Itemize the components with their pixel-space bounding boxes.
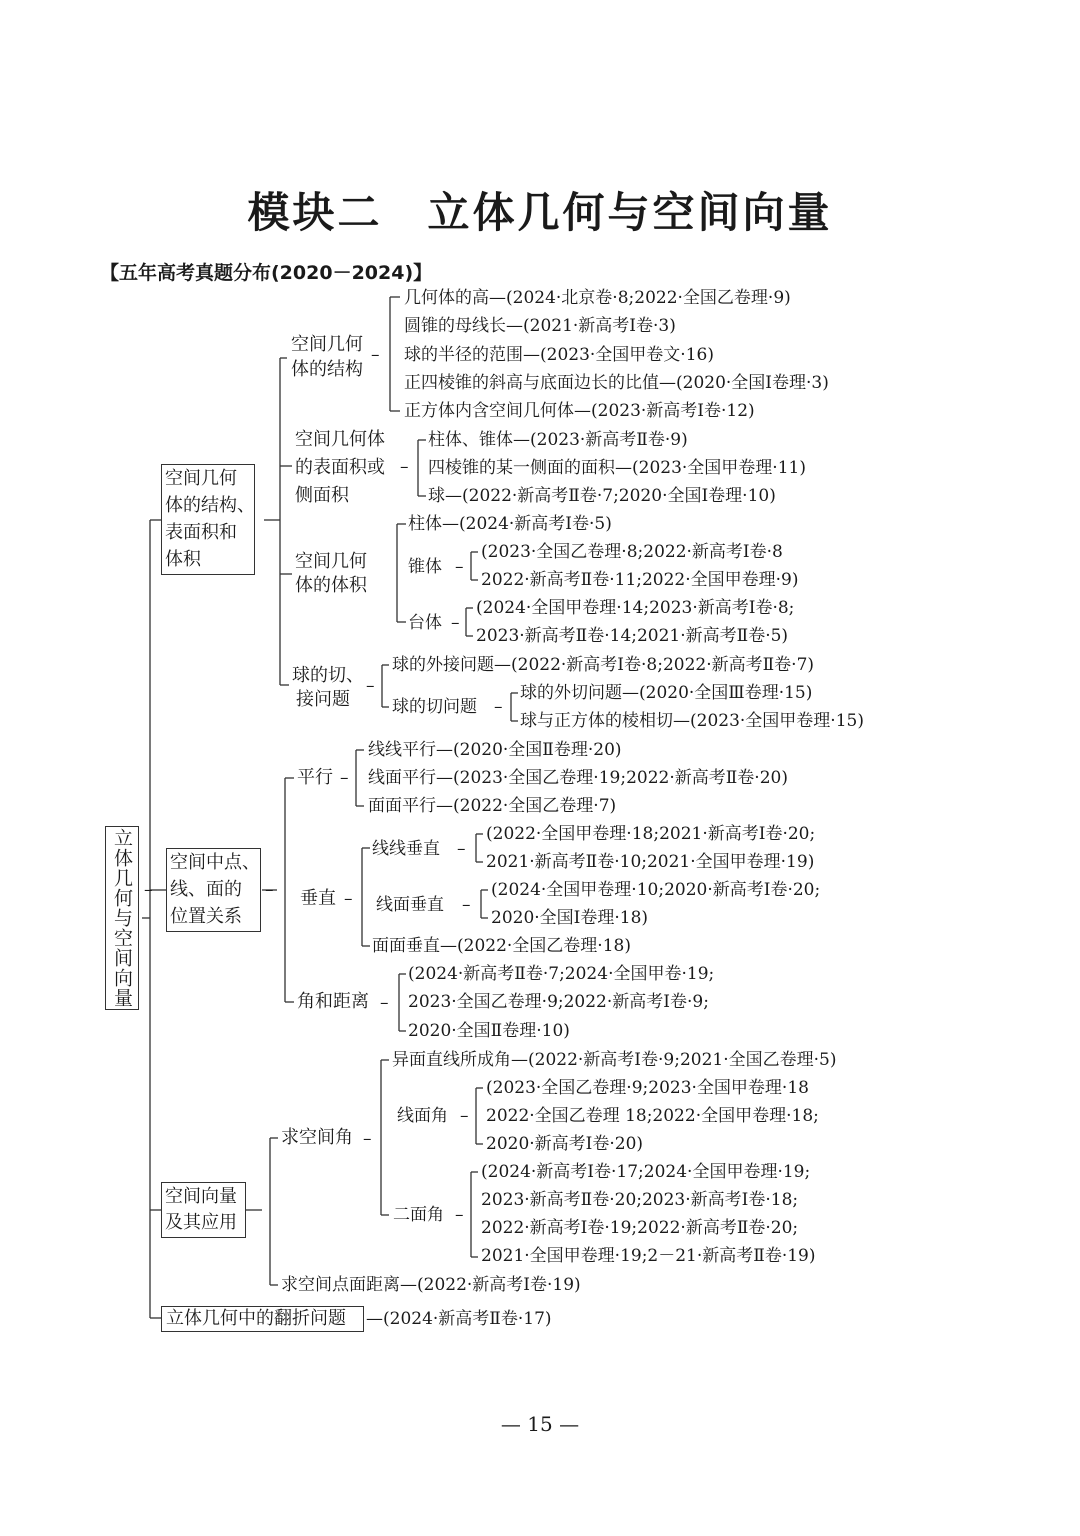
- perp-label: 垂直: [300, 888, 336, 909]
- dash: –: [366, 676, 375, 696]
- dihedral-ref: 2023·新高考Ⅱ卷·20;2023·新高考Ⅰ卷·18;: [481, 1190, 799, 1210]
- parallel-item: 线面平行—(2023·全国乙卷理·19;2022·新高考Ⅱ卷·20): [368, 768, 788, 788]
- sphere-inscribed-item: 球的外切问题—(2020·全国Ⅲ卷理·15): [520, 683, 813, 703]
- parallel-label: 平行: [297, 767, 333, 788]
- dash: –: [340, 768, 349, 788]
- dash: –: [265, 880, 274, 900]
- node-label-line: 体的结构、: [165, 495, 255, 516]
- dihedral-ref: 2021·全国甲卷理·19;2－21·新高考Ⅱ卷·19): [481, 1246, 816, 1266]
- volume-cone-ref: 2022·新高考Ⅱ卷·11;2022·全国甲卷理·9): [481, 570, 799, 590]
- surface-item: 四棱锥的某一侧面的面积—(2023·全国甲卷理·11): [428, 458, 806, 478]
- dash: –: [380, 993, 389, 1013]
- dihedral-ref: 2022·新高考Ⅰ卷·19;2022·新高考Ⅱ卷·20;: [481, 1218, 799, 1238]
- dash: –: [344, 889, 353, 909]
- vector-skew: 异面直线所成角—(2022·新高考Ⅰ卷·9;2021·全国乙卷理·5): [392, 1050, 837, 1070]
- parallel-item: 面面平行—(2022·全国乙卷理·7): [368, 796, 617, 816]
- page-title: 模块二 立体几何与空间向量: [247, 188, 833, 237]
- structure-label: 体的结构: [291, 359, 363, 380]
- surface-label: 侧面积: [295, 485, 349, 506]
- line-plane-ref: 2020·新高考Ⅰ卷·20): [486, 1134, 644, 1154]
- volume-label: 空间几何: [295, 551, 367, 572]
- surface-item: 球—(2022·新高考Ⅱ卷·7;2020·全国Ⅰ卷理·10): [428, 486, 776, 506]
- line-plane-ref: 2022·全国乙卷理 18;2022·全国甲卷理·18;: [486, 1106, 819, 1126]
- sphere-label: 接问题: [296, 689, 350, 710]
- perp-lp-ref: (2024·全国甲卷理·10;2020·新高考Ⅰ卷·20;: [491, 880, 821, 900]
- folding-ref: —(2024·新高考Ⅱ卷·17): [366, 1309, 552, 1329]
- sphere-inscribed-item: 球与正方体的棱相切—(2023·全国甲卷理·15): [520, 711, 864, 731]
- structure-label: 空间几何: [291, 334, 363, 355]
- sphere-circumscribed: 球的外接问题—(2022·新高考Ⅰ卷·8;2022·新高考Ⅱ卷·7): [392, 655, 815, 675]
- vector-distance: 求空间点面距离—(2022·新高考Ⅰ卷·19): [281, 1275, 581, 1295]
- node-label-line: 空间向量: [165, 1186, 237, 1207]
- vector-angle-label: 求空间角: [281, 1127, 353, 1148]
- node-label-line: 空间中点、: [170, 852, 260, 873]
- sphere-label: 球的切、: [292, 665, 364, 686]
- folding-label: 立体几何中的翻折问题: [166, 1308, 346, 1329]
- surface-label: 空间几何体: [295, 429, 385, 450]
- volume-cone-label: 锥体: [408, 557, 442, 577]
- perp-lp-ref: 2020·全国Ⅰ卷理·18): [491, 908, 649, 928]
- angle-distance-ref: 2023·全国乙卷理·9;2022·新高考Ⅰ卷·9;: [408, 992, 709, 1012]
- dash: –: [371, 345, 380, 365]
- dash: –: [457, 839, 466, 859]
- sphere-inscribed-label: 球的切问题: [392, 697, 477, 717]
- angle-distance-ref: (2024·新高考Ⅱ卷·7;2024·全国甲卷·19;: [408, 964, 715, 984]
- dash: –: [455, 1205, 464, 1225]
- volume-label: 体的体积: [295, 575, 367, 596]
- perp-ll-label: 线线垂直: [372, 839, 440, 859]
- section-header: 【五年高考真题分布(2020－2024)】: [100, 262, 433, 284]
- dihedral-label: 二面角: [393, 1205, 444, 1225]
- page-number: — 15 —: [500, 1412, 580, 1436]
- structure-item: 圆锥的母线长—(2021·新高考Ⅰ卷·3): [404, 316, 676, 336]
- line-plane-ref: (2023·全国乙卷理·9;2023·全国甲卷理·18: [486, 1078, 809, 1098]
- node-label-line: 线、面的: [170, 879, 242, 900]
- volume-cylinder: 柱体—(2024·新高考Ⅰ卷·5): [408, 514, 612, 534]
- surface-label: 的表面积或: [295, 457, 385, 478]
- dash: –: [460, 1106, 469, 1126]
- angle-distance-ref: 2020·全国Ⅱ卷理·10): [408, 1021, 570, 1041]
- volume-frustum-ref: (2024·全国甲卷理·14;2023·新高考Ⅰ卷·8;: [476, 598, 795, 618]
- root-node: 立体几何与空间向量: [105, 826, 139, 1010]
- perp-pp: 面面垂直—(2022·全国乙卷理·18): [372, 936, 631, 956]
- node-label-line: 及其应用: [165, 1212, 237, 1233]
- structure-item: 几何体的高—(2024·北京卷·8;2022·全国乙卷理·9): [404, 288, 791, 308]
- node-label-line: 体积: [165, 549, 201, 570]
- volume-cone-ref: (2023·全国乙卷理·8;2022·新高考Ⅰ卷·8: [481, 542, 783, 562]
- dash: –: [462, 895, 471, 915]
- dash: –: [451, 613, 460, 633]
- angle-distance-label: 角和距离: [297, 991, 369, 1012]
- perp-ll-ref: 2021·新高考Ⅱ卷·10;2021·全国甲卷理·19): [486, 852, 815, 872]
- dash: –: [400, 457, 409, 477]
- parallel-item: 线线平行—(2020·全国Ⅱ卷理·20): [368, 740, 622, 760]
- node-label-line: 位置关系: [170, 906, 242, 927]
- dihedral-ref: (2024·新高考Ⅰ卷·17;2024·全国甲卷理·19;: [481, 1162, 811, 1182]
- dash: –: [144, 880, 153, 900]
- node-label-line: 表面积和: [165, 522, 237, 543]
- perp-lp-label: 线面垂直: [376, 895, 444, 915]
- volume-frustum-label: 台体: [408, 613, 442, 633]
- perp-ll-ref: (2022·全国甲卷理·18;2021·新高考Ⅰ卷·20;: [486, 824, 816, 844]
- line-plane-label: 线面角: [397, 1106, 448, 1126]
- dash: –: [363, 1129, 372, 1149]
- structure-item: 正四棱锥的斜高与底面边长的比值—(2020·全国Ⅰ卷理·3): [404, 373, 829, 393]
- node-label-line: 空间几何: [165, 468, 237, 489]
- structure-item: 正方体内含空间几何体—(2023·新高考Ⅰ卷·12): [404, 401, 755, 421]
- volume-frustum-ref: 2023·新高考Ⅱ卷·14;2021·新高考Ⅱ卷·5): [476, 626, 789, 646]
- structure-item: 球的半径的范围—(2023·全国甲卷文·16): [404, 345, 714, 365]
- dash: –: [494, 697, 503, 717]
- dash: –: [455, 557, 464, 577]
- surface-item: 柱体、锥体—(2023·新高考Ⅱ卷·9): [428, 430, 688, 450]
